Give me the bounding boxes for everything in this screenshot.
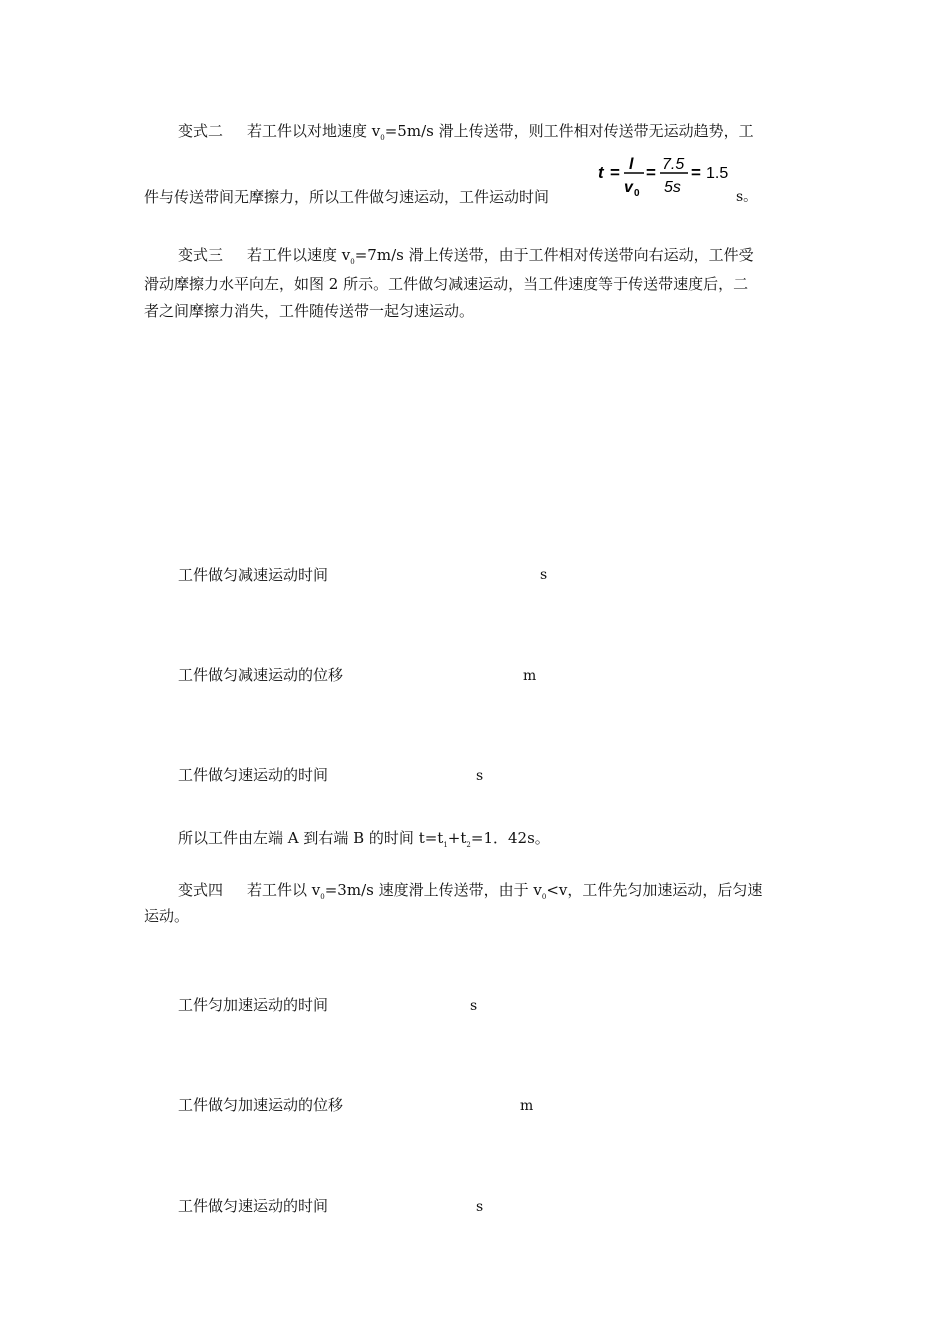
- subscript: 0: [350, 258, 355, 266]
- v4-step-2-unit: m: [520, 1098, 534, 1114]
- subscript: 0: [380, 134, 385, 142]
- v4-step-3-unit: s: [476, 1199, 484, 1215]
- formula-num2: 7.5: [662, 156, 685, 173]
- v4-step-1-unit: s: [470, 998, 478, 1014]
- formula-t: t: [598, 163, 604, 182]
- variant2-label: 变式二: [178, 122, 224, 140]
- variant3-line3: 者之间摩擦力消失，工件随传送带一起匀速运动。: [144, 302, 475, 320]
- variant3-label: 变式三: [178, 246, 224, 264]
- variant4-line2: 运动。: [144, 907, 190, 925]
- variant2-text-b: =5m/s 滑上传送带，则工件相对传送带无运动趋势，工: [384, 122, 754, 140]
- formula-den2: 5s: [664, 179, 681, 196]
- time-formula: [596, 150, 736, 200]
- formula-eq2: =: [646, 163, 656, 182]
- formula-eq3: =: [691, 163, 701, 182]
- subscript: 1: [443, 841, 448, 849]
- v4-step-2: 工件做匀加速运动的位移: [178, 1096, 344, 1114]
- variant3-text-a: 若工件以速度 v: [247, 246, 351, 264]
- variant2-line2: 件与传送带间无摩擦力，所以工件做匀速运动，工件运动时间: [144, 188, 550, 206]
- variant3-line2: 滑动摩擦力水平向左，如图 2 所示。工件做匀减速运动，当工件速度等于传送带速度后，二: [144, 275, 749, 293]
- total-text-c: =1．42s。: [470, 829, 550, 847]
- variant2-line1: [178, 121, 806, 148]
- variant2-unit: s。: [736, 189, 758, 205]
- v3-step-3-unit: s: [476, 768, 484, 784]
- total-time-line: [178, 828, 550, 855]
- subscript: 2: [466, 841, 471, 849]
- variant4-text-a: 若工件以 v: [247, 881, 321, 899]
- formula-den1: v: [624, 179, 633, 196]
- v3-step-3: 工件做匀速运动的时间: [178, 766, 329, 784]
- subscript: 0: [320, 893, 325, 901]
- total-text-a: 所以工件由左端 A 到右端 B 的时间 t=t: [178, 829, 444, 847]
- v3-step-2: 工件做匀减速运动的位移: [178, 666, 344, 684]
- variant4-label: 变式四: [178, 881, 224, 899]
- formula-eq1: =: [610, 163, 620, 182]
- formula-den1-sub: 0: [634, 188, 640, 199]
- v4-step-1: 工件匀加速运动的时间: [178, 996, 329, 1014]
- variant3-line1: [178, 245, 754, 272]
- v3-step-2-unit: m: [523, 668, 537, 684]
- subscript: 0: [541, 893, 547, 901]
- variant2-text-a: 若工件以对地速度 v: [247, 122, 381, 140]
- variant3-text-b: =7m/s 滑上传送带，由于工件相对传送带向右运动，工件受: [354, 246, 754, 264]
- formula-result: 1.5: [706, 165, 729, 182]
- formula-num1: l: [629, 156, 634, 173]
- v3-step-1: 工件做匀减速运动时间: [178, 566, 329, 584]
- variant4-text-c: <v，工件先匀加速运动，后匀速: [546, 881, 763, 899]
- total-text-b: +t: [447, 829, 467, 847]
- variant4-line1: [178, 880, 762, 907]
- variant4-text-b: =3m/s 速度滑上传送带，由于 v: [324, 881, 542, 899]
- v4-step-3: 工件做匀速运动的时间: [178, 1197, 329, 1215]
- v3-step-1-unit: s: [540, 567, 548, 583]
